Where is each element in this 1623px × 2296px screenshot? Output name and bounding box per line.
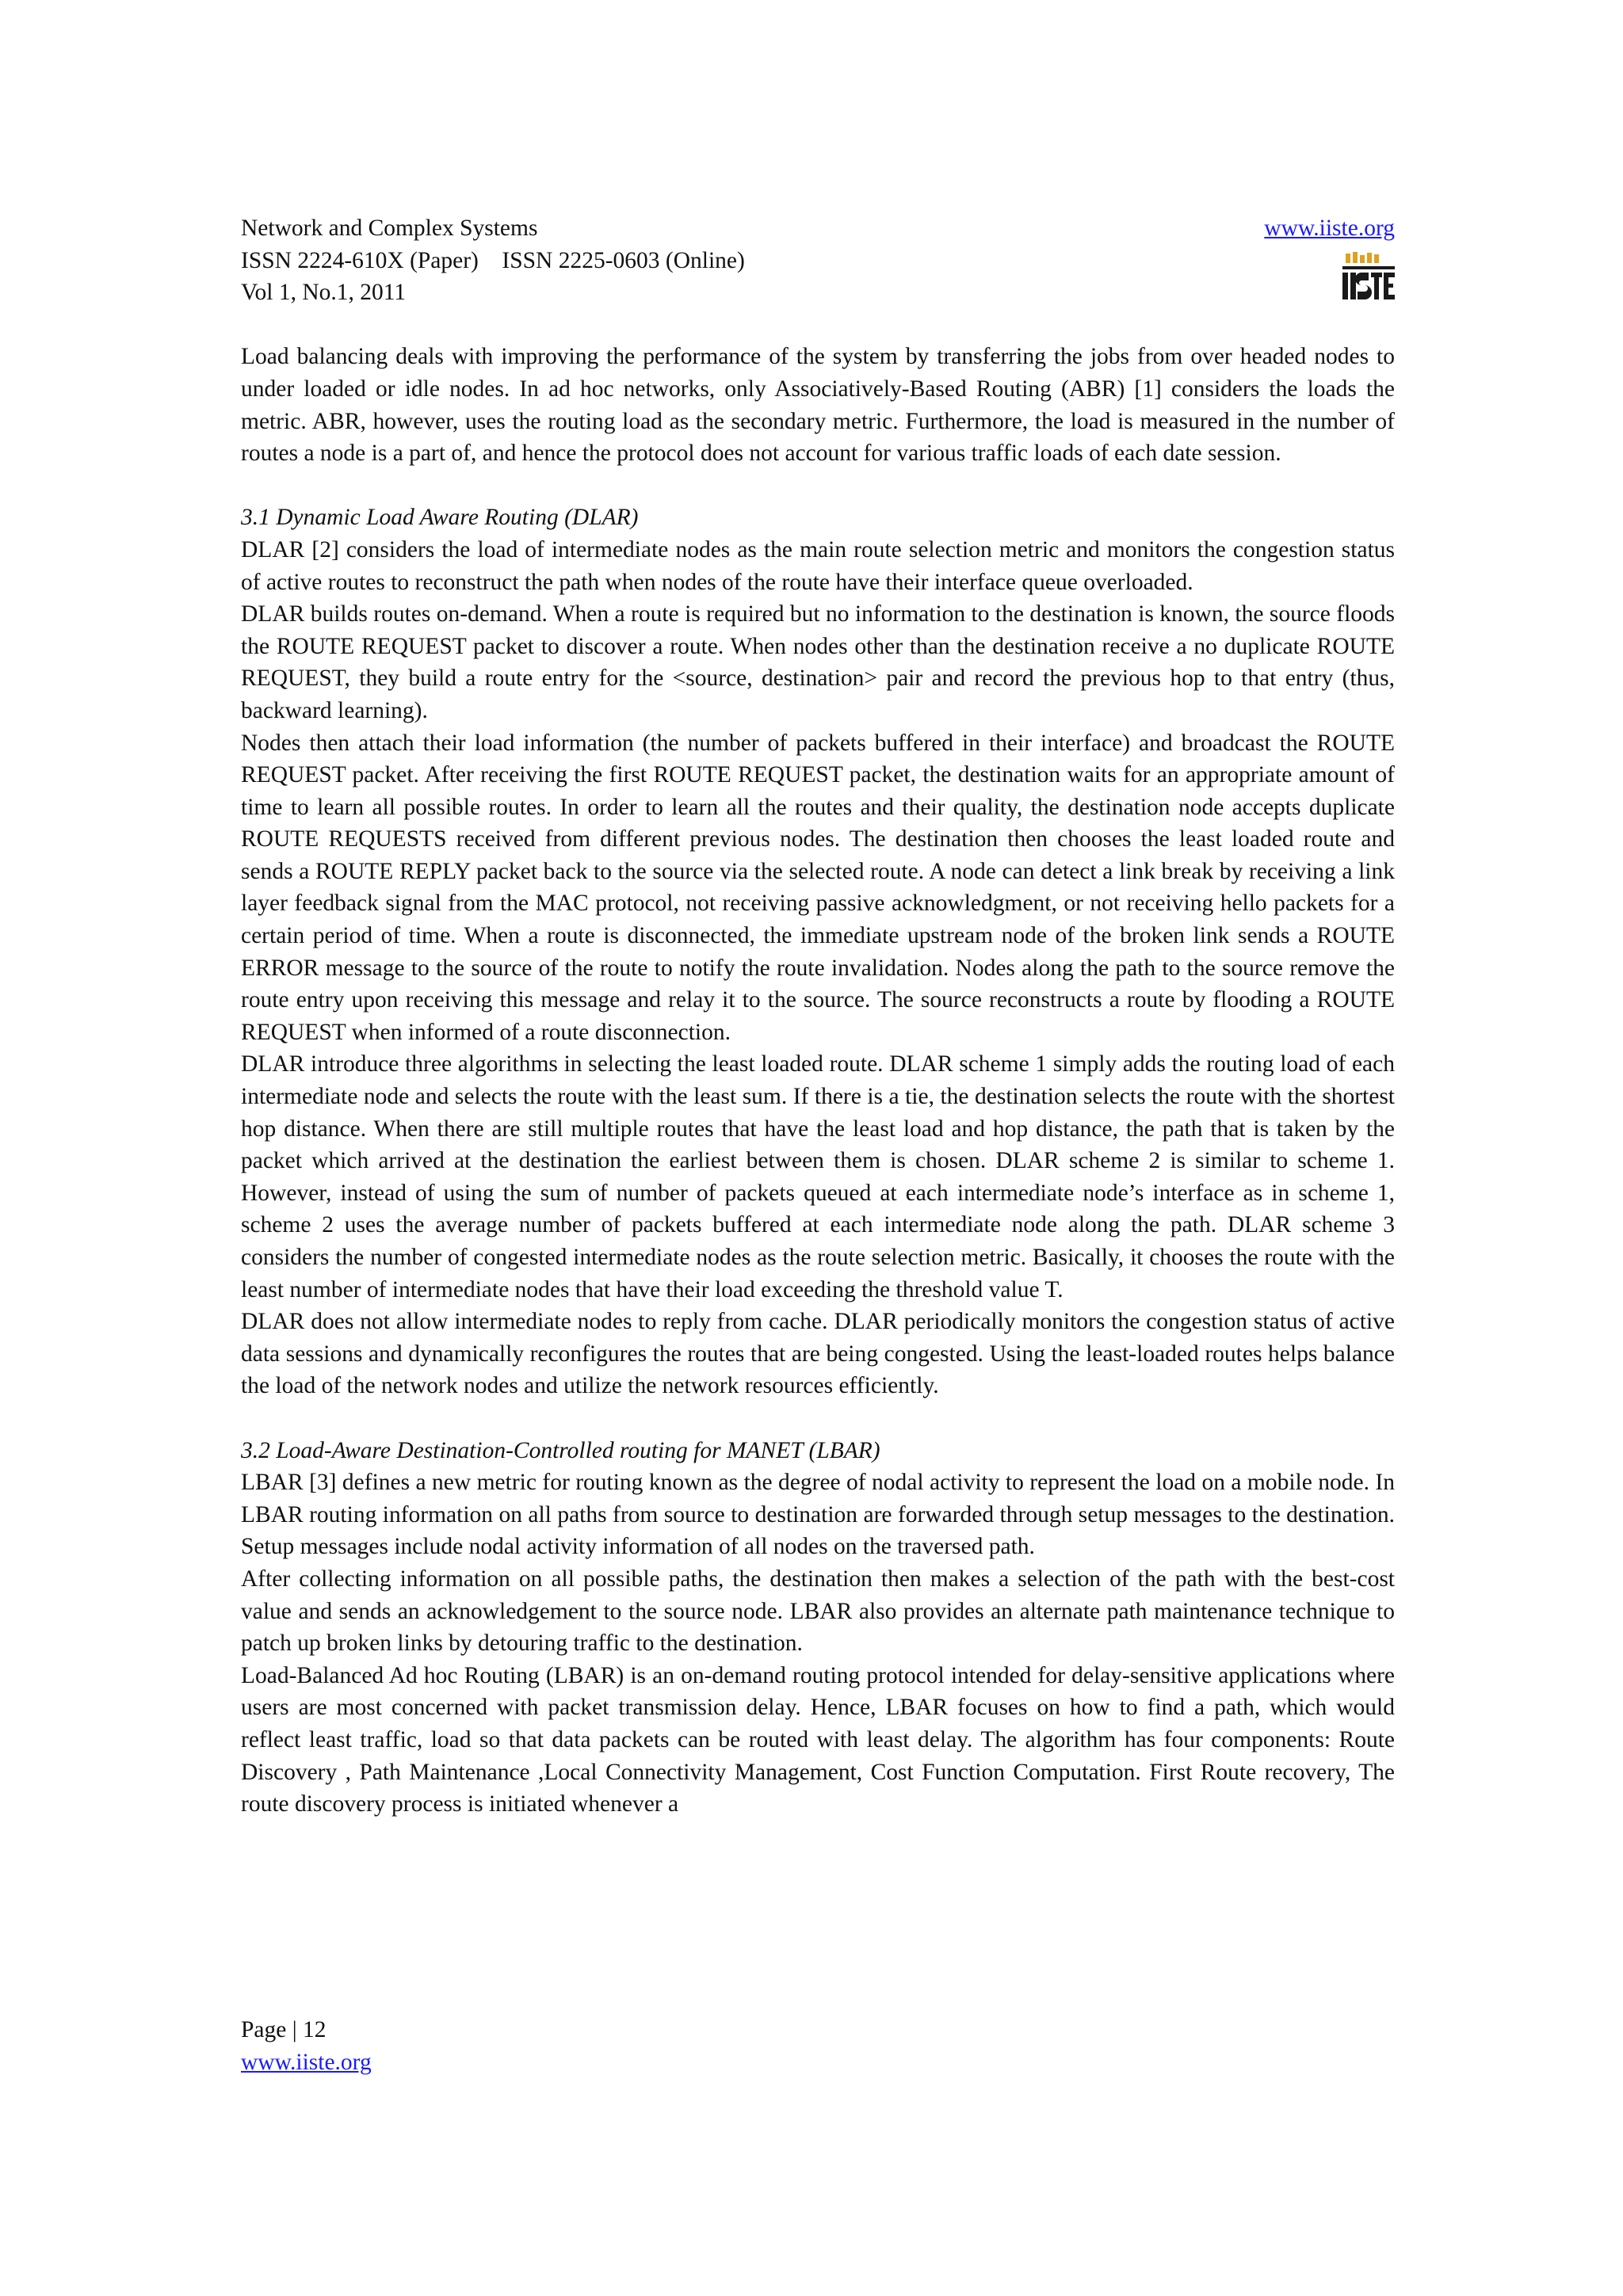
footer-url-link[interactable]: www.iiste.org: [241, 2049, 372, 2075]
intro-paragraph: Load balancing deals with improving the performance of the system by transferring the jobs from over headed nodes to under loaded or idle nodes. In ad hoc networks, only Associatively-Based Routing (ABR) [1] considers the loads the metric. ABR, however, uses the routing load as the secondary metric. Furthermore, the load is measured in the number of routes a node is a part of, and hence the protocol does not account for various traffic loads of each date session.: [241, 344, 1395, 467]
section-heading-dlar: 3.1 Dynamic Load Aware Routing (DLAR): [241, 505, 639, 531]
dlar-paragraph: DLAR [2] considers the load of intermediate nodes as the main route selection metric and monitors the congestion status of active routes to reconstruct the path when nodes of the route have their interface queue overloaded.: [241, 536, 1395, 595]
svg-text:IISTE: IISTE: [1342, 252, 1345, 253]
lbar-paragraph: Load-Balanced Ad hoc Routing (LBAR) is an on-demand routing protocol intended for delay-sensitive applications where users are most concerned with packet transmission delay. Hence, LBAR focuses on how to find a path, which would reflect least traffic, load so that data packets can be routed with least delay. The algorithm has four components: Route Discovery , Path Maintenance ,Local Connectivity Management, Cost Function Computation. First Route recovery, The route discovery process is initiated whenever a: [241, 1662, 1395, 1817]
dlar-paragraph: DLAR does not allow intermediate nodes to reply from cache. DLAR periodically monitors the congestion status of active data sessions and dynamically reconfigures the routes that are being congested. Using the least-loaded routes helps balance the load of the network nodes and utilize the network resources efficiently.: [241, 1309, 1395, 1399]
section-heading-lbar: 3.2 Load-Aware Destination-Controlled routing for MANET (LBAR): [241, 1437, 880, 1463]
dlar-paragraph: DLAR builds routes on-demand. When a route is required but no information to the destination is known, the source floods the ROUTE REQUEST packet to discover a route. When nodes other than the destination receive a no duplicate ROUTE REQUEST, they build a route entry for the <source, destination> pair and record the previous hop to that entry (thus, backward learning).: [241, 601, 1395, 723]
iiste-logo: [1342, 252, 1395, 301]
lbar-paragraph: After collecting information on all possible paths, the destination then makes a selection of the path with the best-cost value and sends an acknowledgement to the source node. LBAR also provides an alternate path maintenance technique to patch up broken links by detouring traffic to the destination.: [241, 1566, 1395, 1657]
volume-line: Vol 1, No.1, 2011: [241, 280, 407, 306]
issn-line: ISSN 2224-610X (Paper) ISSN 2225-0603 (Online): [241, 247, 745, 273]
journal-title: Network and Complex Systems: [241, 215, 538, 241]
page-number: Page | 12: [241, 2017, 327, 2042]
lbar-paragraph: LBAR [3] defines a new metric for routing known as the degree of nodal activity to represent the load on a mobile node. In LBAR routing information on all paths from source to destination are forwarded through setup messages to the destination. Setup messages include nodal activity information of all nodes on the traversed path.: [241, 1470, 1395, 1560]
page-content: [241, 212, 1395, 1821]
page-header: [241, 212, 1395, 309]
dlar-paragraph: Nodes then attach their load information (the number of packets buffered in their interface) and broadcast the ROUTE REQUEST packet. After receiving the first ROUTE REQUEST packet, the destination waits for an appropriate amount of time to learn all possible routes. In order to learn all the routes and their quality, the destination node accepts duplicate ROUTE REQUESTS received from different previous nodes. The destination then chooses the least loaded route and sends a ROUTE REPLY packet back to the source via the selected route. A node can detect a link break by receiving a link layer feedback signal from the MAC protocol, not receiving passive acknowledgment, or not receiving hello packets for a certain period of time. When a route is disconnected, the immediate upstream node of the broken link sends a ROUTE ERROR message to the source of the route to notify the route invalidation. Nodes along the path to the source remove the route entry upon receiving this message and relay it to the source. The source reconstructs a route by flooding a ROUTE REQUEST when informed of a route disconnection.: [241, 730, 1395, 1045]
page-footer: [241, 2014, 372, 2078]
header-url-link[interactable]: www.iiste.org: [1264, 215, 1395, 241]
dlar-paragraph: DLAR introduce three algorithms in selecting the least loaded route. DLAR scheme 1 simply adds the routing load of each intermediate node and selects the route with the least sum. If there is a tie, the destination selects the route with the shortest hop distance. When there are still multiple routes that have the least load and hop distance, the path that is taken by the packet which arrived at the destination the earliest between them is chosen. DLAR scheme 2 is similar to scheme 1. However, instead of using the sum of number of packets queued at each intermediate node’s interface as in scheme 1, scheme 2 uses the average number of packets buffered at each intermediate node along the path. DLAR scheme 3 considers the number of congested intermediate nodes as the route selection metric. Basically, it chooses the route with the least number of intermediate nodes that have their load exceeding the threshold value T.: [241, 1051, 1395, 1302]
